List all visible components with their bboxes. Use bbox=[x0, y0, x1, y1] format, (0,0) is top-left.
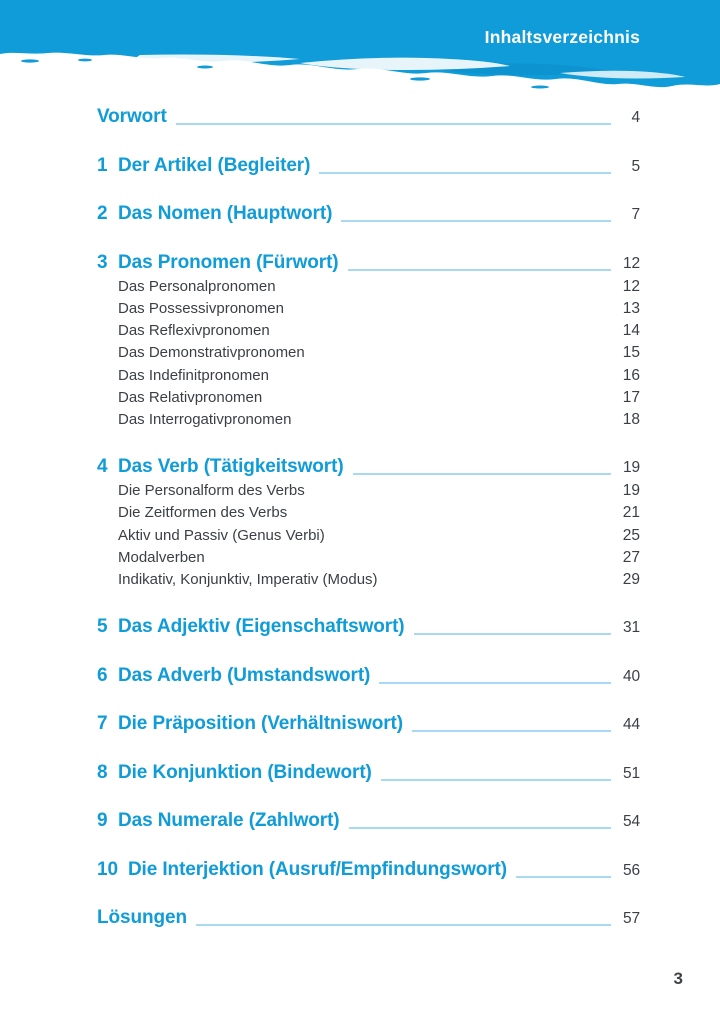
leader-line bbox=[412, 730, 611, 732]
toc-entry-page: 31 bbox=[622, 619, 640, 637]
toc-entry[interactable] bbox=[97, 202, 640, 227]
toc-entry-number: 3 bbox=[97, 251, 108, 273]
toc-entry-number: 10 bbox=[97, 858, 118, 880]
toc-entry-page: 44 bbox=[622, 716, 640, 734]
toc-entry[interactable] bbox=[97, 761, 640, 786]
toc-subentry[interactable] bbox=[97, 342, 640, 364]
toc-subentry[interactable] bbox=[97, 365, 640, 387]
toc-entry-title: Das Adjektiv (Eigenschaftswort) bbox=[118, 616, 405, 638]
toc-entry-title: Das Numerale (Zahlwort) bbox=[118, 810, 340, 832]
toc-group bbox=[97, 906, 640, 931]
toc-entry-page: 40 bbox=[622, 667, 640, 685]
toc-subentry-page: 17 bbox=[622, 388, 640, 406]
toc-subentry-title: Das Demonstrativpronomen bbox=[118, 344, 305, 362]
leader-line bbox=[414, 633, 611, 635]
toc-entry-page: 56 bbox=[622, 861, 640, 879]
toc-entry-number: 7 bbox=[97, 713, 108, 735]
toc-entry[interactable] bbox=[97, 664, 640, 689]
toc-entry-page: 7 bbox=[631, 206, 640, 223]
toc-entry[interactable] bbox=[97, 858, 640, 883]
toc-subentry-title: Modalverben bbox=[118, 548, 205, 566]
leader-line bbox=[353, 473, 611, 475]
toc-subentry-title: Das Indefinitpronomen bbox=[118, 366, 269, 384]
leader-line bbox=[341, 220, 611, 222]
toc-entry-number: 4 bbox=[97, 456, 108, 478]
leader-line bbox=[196, 924, 611, 926]
toc-subentry[interactable] bbox=[97, 502, 640, 524]
toc-entry-page: 54 bbox=[622, 813, 640, 831]
leader-line bbox=[381, 779, 611, 781]
toc-entry-page: 12 bbox=[622, 254, 640, 272]
toc-group bbox=[97, 615, 640, 640]
toc-entry-number: 9 bbox=[97, 810, 108, 832]
toc-group bbox=[97, 858, 640, 883]
toc-subentry[interactable] bbox=[97, 480, 640, 502]
toc-subentry-title: Die Zeitformen des Verbs bbox=[118, 504, 288, 522]
toc-subentry-title: Das Possessivpronomen bbox=[118, 299, 284, 317]
toc-entry-title: Das Adverb (Umstandswort) bbox=[118, 664, 371, 686]
page-title: Inhaltsverzeichnis bbox=[484, 27, 640, 47]
toc-entry[interactable] bbox=[97, 105, 640, 130]
toc-entry-page: 5 bbox=[631, 157, 640, 175]
toc-subentry-title: Das Reflexivpronomen bbox=[118, 322, 270, 340]
toc-group bbox=[97, 664, 640, 689]
toc-group bbox=[97, 809, 640, 834]
toc-entry-page: 57 bbox=[622, 910, 640, 928]
toc-group bbox=[97, 761, 640, 786]
leader-line bbox=[349, 827, 611, 829]
toc-subentry[interactable] bbox=[97, 409, 640, 431]
leader-line bbox=[516, 876, 611, 878]
toc-entry[interactable] bbox=[97, 154, 640, 179]
toc-entry[interactable] bbox=[97, 251, 640, 276]
toc-subentry-page: 15 bbox=[622, 344, 640, 362]
toc-group bbox=[97, 202, 640, 227]
toc-subentry-title: Das Relativpronomen bbox=[118, 388, 263, 406]
toc-entry[interactable] bbox=[97, 712, 640, 737]
toc-entry-number: 2 bbox=[97, 203, 108, 224]
toc-entry-title: Das Pronomen (Fürwort) bbox=[118, 251, 339, 273]
toc-subentry-page: 29 bbox=[622, 571, 640, 589]
toc-subentry-title: Die Personalform des Verbs bbox=[118, 482, 305, 500]
leader-line bbox=[319, 172, 611, 174]
toc-entry-number: 8 bbox=[97, 761, 108, 783]
leader-line bbox=[348, 269, 611, 271]
toc-entry[interactable] bbox=[97, 906, 640, 931]
toc-subentry[interactable] bbox=[97, 387, 640, 409]
toc-subentry-title: Indikativ, Konjunktiv, Imperativ (Modus) bbox=[118, 571, 378, 589]
toc-subentry[interactable] bbox=[97, 298, 640, 320]
toc-subentry-title: Das Interrogativpronomen bbox=[118, 411, 292, 429]
toc-subentry-page: 18 bbox=[622, 411, 640, 429]
toc-subentry-page: 21 bbox=[622, 504, 640, 522]
toc-subentry[interactable] bbox=[97, 320, 640, 342]
toc-subentry-page: 25 bbox=[622, 526, 640, 544]
brush-stroke-edge bbox=[0, 49, 720, 95]
toc-entry-number: 1 bbox=[97, 154, 108, 176]
toc-subentry[interactable] bbox=[97, 569, 640, 591]
toc-group bbox=[97, 105, 640, 130]
toc-entry-title: Lösungen bbox=[97, 907, 187, 929]
toc-subentry[interactable] bbox=[97, 276, 640, 298]
toc-entry[interactable] bbox=[97, 455, 640, 480]
toc-subentry-page: 13 bbox=[622, 299, 640, 317]
toc-entry-title: Die Interjektion (Ausruf/Empfindungswort) bbox=[127, 858, 508, 880]
toc-subentry-page: 19 bbox=[622, 482, 640, 500]
toc-entry-title: Der Artikel (Begleiter) bbox=[118, 154, 311, 176]
toc-entry[interactable] bbox=[97, 615, 640, 640]
toc-subentry-page: 14 bbox=[622, 322, 640, 340]
toc-entry[interactable] bbox=[97, 809, 640, 834]
toc-entry-page: 19 bbox=[622, 459, 640, 477]
toc-group bbox=[97, 154, 640, 179]
toc-subentry-page: 27 bbox=[622, 548, 640, 566]
toc-entry-number: 6 bbox=[97, 664, 108, 686]
toc-subentry-title: Das Personalpronomen bbox=[118, 277, 276, 295]
toc-list bbox=[97, 95, 640, 931]
folio-page-number: 3 bbox=[673, 969, 683, 988]
toc-entry-page: 51 bbox=[622, 764, 640, 782]
toc-subentry[interactable] bbox=[97, 525, 640, 547]
toc-group bbox=[97, 712, 640, 737]
toc-group bbox=[97, 251, 640, 432]
toc-subentry-page: 16 bbox=[622, 366, 640, 384]
toc-entry-number: 5 bbox=[97, 616, 108, 638]
toc-entry-title: Das Nomen (Hauptwort) bbox=[118, 203, 333, 224]
toc-subentry-title: Aktiv und Passiv (Genus Verbi) bbox=[118, 526, 325, 544]
toc-subentry-page: 12 bbox=[622, 277, 640, 295]
toc-subentry[interactable] bbox=[97, 547, 640, 569]
leader-line bbox=[379, 682, 611, 684]
toc-entry-title: Die Präposition (Verhältniswort) bbox=[118, 713, 404, 735]
toc-entry-title: Die Konjunktion (Bindewort) bbox=[118, 761, 372, 783]
toc-entry-title: Vorwort bbox=[97, 106, 167, 127]
leader-line bbox=[176, 123, 611, 125]
toc-entry-title: Das Verb (Tätigkeitswort) bbox=[118, 456, 344, 478]
toc-group bbox=[97, 455, 640, 591]
toc-entry-page: 4 bbox=[631, 109, 640, 126]
